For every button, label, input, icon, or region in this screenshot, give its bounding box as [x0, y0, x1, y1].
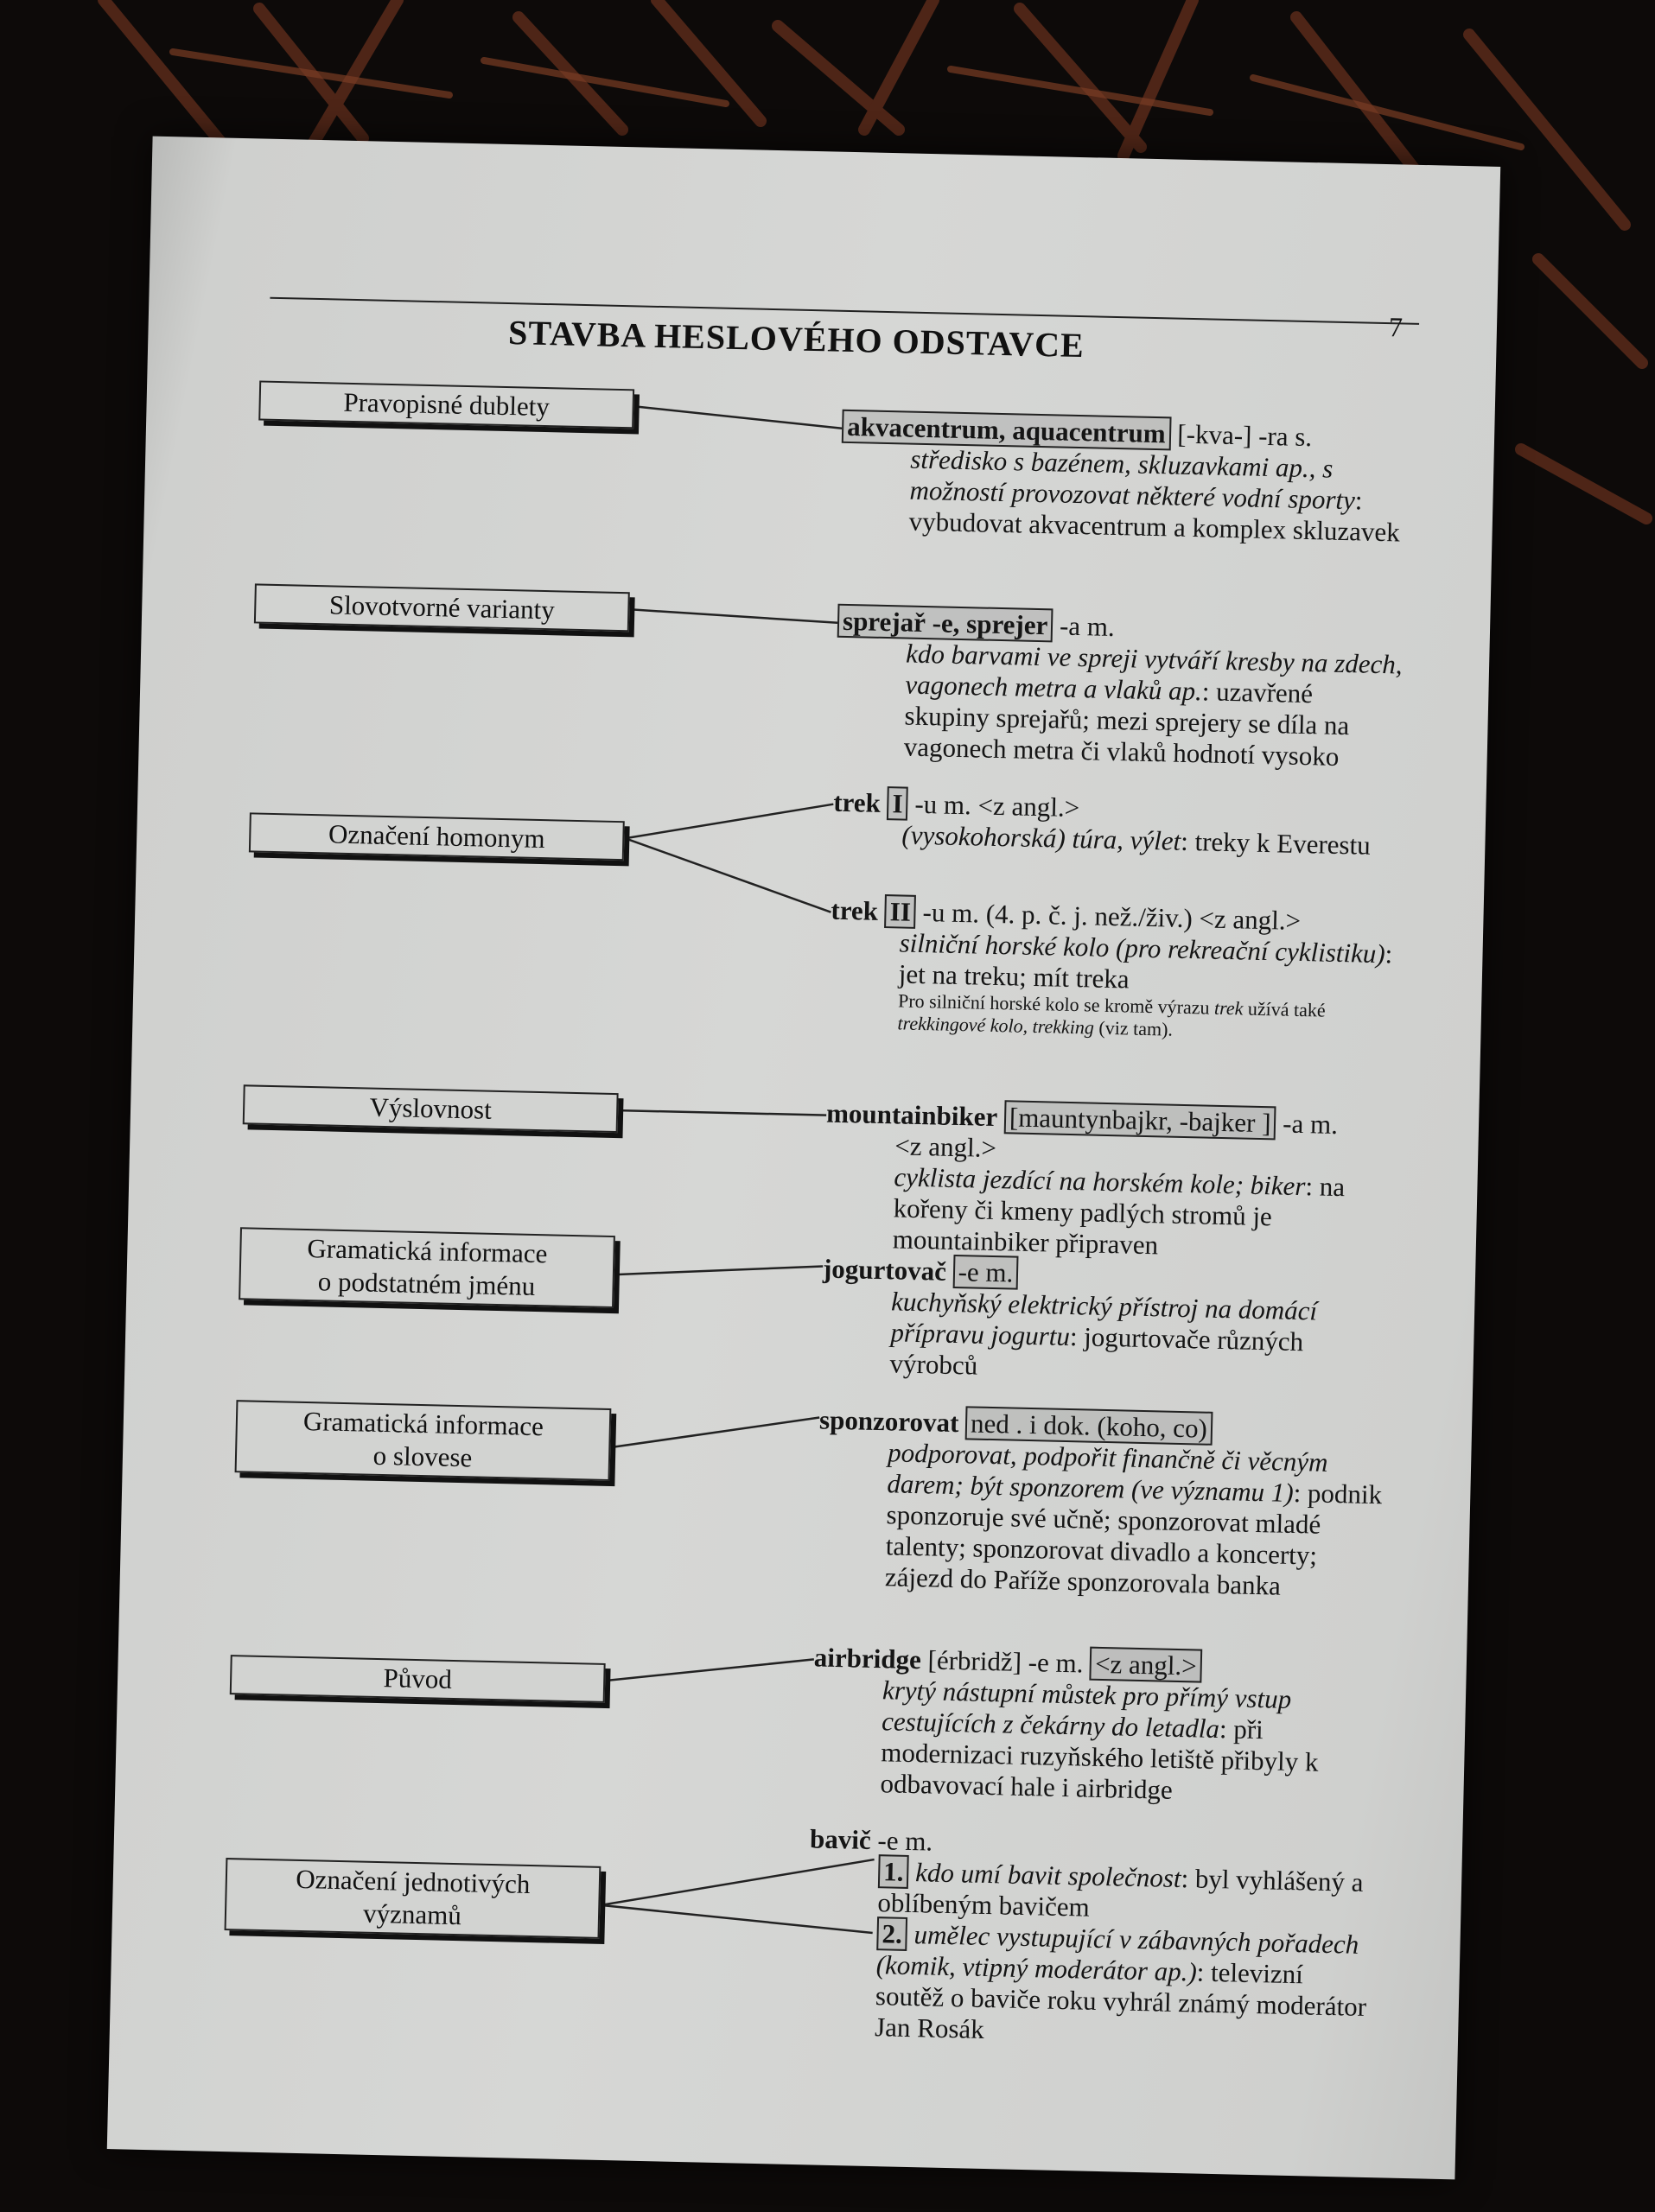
example: : podnik sponzoruje své učně; sponzorovat mladé talenty; sponzorovat divadlo a koncerty; zájezd do Paříže sponzorovala banka: [884, 1477, 1383, 1601]
definition: středisko s bazénem, skluzavkami ap., s možností provozovat některé vodní sporty: [909, 443, 1356, 516]
entry-bavic: [805, 1823, 1377, 2054]
headword: jogurtovač: [822, 1253, 947, 1287]
grammar: -a m.: [1059, 610, 1116, 642]
sense-1-definition: kdo umí bavit společnost: [914, 1857, 1181, 1894]
example: : uzavřené skupiny sprejařů; mezi sprejery se díla na vagonech metra či vlaků hodnotí vysoko: [903, 676, 1350, 772]
grammar: -u m. <z angl.>: [914, 788, 1080, 823]
label-dublety: Pravopisné dublety: [258, 380, 634, 429]
label-vyznamy: Označení jednotivých významů: [225, 1858, 602, 1939]
homonym-index: II: [884, 894, 916, 929]
page-title: STAVBA HESLOVÉHO ODSTAVCE: [507, 313, 1085, 365]
label-gram-sloveso: Gramatická informace o slovese: [235, 1400, 612, 1481]
origin: <z angl.>: [1090, 1647, 1202, 1683]
label-gram-jmeno: Gramatická informace o podstatném jménu: [239, 1227, 615, 1308]
example: : na kořeny či kmeny padlých stromů je mountainbiker připraven: [892, 1171, 1346, 1261]
label-homonyma: Označení homonym: [249, 812, 625, 861]
entry-sprejar: [834, 606, 1404, 774]
example: : při modernizaci ruzyňského letiště přibyly k odbavovací hale i airbridge: [880, 1713, 1319, 1805]
example: : vybudovat akvacentrum a komplex skluzavek: [908, 485, 1401, 548]
entry-akvacentrum: [839, 411, 1408, 549]
definition: krytý nástupní můstek pro přímý vstup cestujících z čekárny do letadla: [881, 1675, 1292, 1745]
origin: <z angl.>: [894, 1130, 997, 1164]
headword: bavič: [809, 1823, 872, 1855]
definition: cyklista jezdící na horském kole; biker: [894, 1161, 1306, 1202]
definition: (vysokohorská) túra, výlet: [901, 819, 1181, 856]
usage-note: Pro silniční horské kolo se kromě výrazu trek užívá také trekkingové kolo, trekking (viz tam).: [897, 989, 1327, 1040]
entry-airbridge: [811, 1642, 1380, 1810]
headword: airbridge: [813, 1642, 922, 1675]
headword: trek: [832, 786, 882, 818]
label-puvod: Původ: [230, 1655, 606, 1703]
entry-mountainbiker: [823, 1098, 1392, 1267]
grammar: -e m.: [877, 1825, 933, 1857]
connector-varianty: [630, 609, 837, 622]
definition: silniční horské kolo (pro rekreační cyklistiku): [899, 927, 1386, 969]
connector-homonyma-1: [625, 799, 833, 842]
grammar: -u m. (4. p. č. j. než./živ.) <z angl.>: [922, 897, 1302, 936]
grammar: ned . i dok. (koho, co): [965, 1406, 1213, 1445]
label-vyslovnost: Výslovnost: [243, 1084, 619, 1133]
connector-gram-sloveso: [611, 1413, 819, 1452]
connector-dublety: [634, 406, 842, 428]
entry-jogurtovac: [820, 1254, 1389, 1391]
grammar: -e m.: [952, 1255, 1019, 1290]
definition: kuchyňský elektrický přístroj na domácí přípravu jogurtu: [890, 1286, 1318, 1352]
definition: podporovat, podpořit finančně či věcným darem; být sponzorem (ve významu 1): [887, 1437, 1328, 1508]
label-varianty: Slovotvorné varianty: [254, 583, 630, 632]
entry-sponzorovat: [816, 1404, 1386, 1604]
grammar: -a m.: [1282, 1108, 1339, 1141]
definition: kdo barvami ve spreji vytváří kresby na zdech, vagonech metra a vlaků ap.: [905, 638, 1403, 707]
book-page: [107, 137, 1500, 2180]
connector-vyslovnost: [619, 1110, 826, 1115]
connector-puvod: [606, 1655, 814, 1685]
page-number: 7: [1388, 311, 1404, 343]
pronunciation: [érbridž] -e m.: [927, 1644, 1084, 1679]
headword: sprejař -e, sprejer: [837, 604, 1053, 643]
example: : jet na treku; mít treka: [898, 938, 1393, 995]
sense-1-example: : byl vyhlášený a oblíbeným bavičem: [877, 1863, 1364, 1923]
connector-gram-jmeno: [615, 1262, 823, 1279]
grammar: [-kva-] -ra s.: [1177, 418, 1313, 453]
headword: trek: [831, 894, 879, 926]
sense-2-example: : televizní soutěž o baviče roku vyhrál známý moderátor Jan Rosák: [874, 1956, 1367, 2044]
headword: akvacentrum, aquacentrum: [842, 410, 1171, 451]
sense-number-2: 2.: [876, 1916, 907, 1951]
sense-number-1: 1.: [878, 1854, 909, 1889]
homonym-index: I: [887, 786, 908, 821]
connector-homonyma-2: [624, 838, 833, 912]
entry-trek-2: [828, 895, 1397, 1046]
entry-trek-1: [832, 787, 1399, 862]
headword: sponzorovat: [818, 1404, 959, 1439]
example: : treky k Everestu: [1180, 825, 1372, 861]
sense-2-definition: umělec vystupující v zábavných pořadech (komik, vtipný moderátor ap.): [875, 1919, 1359, 1987]
headword: mountainbiker: [825, 1097, 998, 1133]
pronunciation: [mauntynbajkr, -bajker ]: [1004, 1100, 1276, 1140]
example: : jogurtovače různých výrobců: [889, 1321, 1304, 1381]
